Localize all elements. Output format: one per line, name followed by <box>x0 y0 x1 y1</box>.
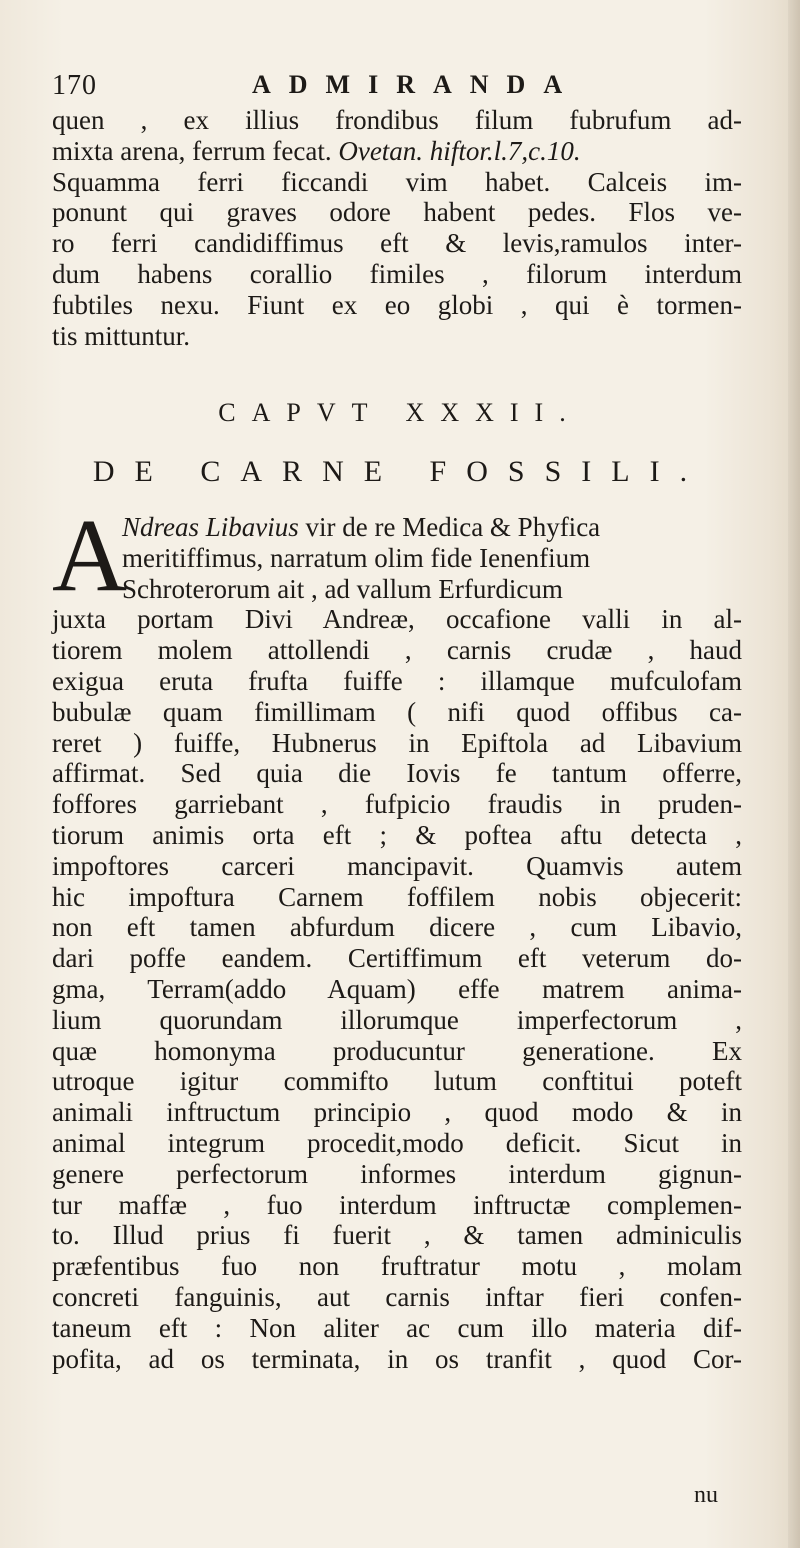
text-segment: mixta arena, ferrum fecat. <box>52 135 332 166</box>
chapter-number: CAPVT XXXII. <box>218 398 582 427</box>
text-line: juxta portam Divi Andreæ, occafione valli in al- <box>52 604 742 635</box>
text-line: utroque igitur commifto lutum conftitui poteft <box>52 1066 742 1097</box>
chapter-title: DE CARNE FOSSILI. <box>92 455 708 488</box>
text-line: fubtiles nexu. Fiunt ex eo globi , qui è tormen- <box>52 289 742 320</box>
text-line: taneum eft : Non aliter ac cum illo materia dif- <box>52 1312 742 1343</box>
text-line: quen , ex illius frondibus filum fubrufum ad- <box>52 105 742 135</box>
text-line: dum habens corallio fimiles , filorum interdum <box>52 258 742 289</box>
text-line: non eft tamen abfurdum dicere , cum Libavio, <box>52 912 742 943</box>
running-title: ADMIRANDA <box>252 70 581 99</box>
text-line: exigua eruta frufta fuiffe : illamque mufculofam <box>52 665 742 696</box>
main-paragraph <box>52 512 742 1374</box>
text-line: ro ferri candidiffimus eft & levis,ramulos inter- <box>52 228 742 259</box>
text-line: meritiffimus, narratum olim fide Ienenfium <box>122 542 591 573</box>
text-line: animal integrum procedit,modo deficit. Sicut in <box>52 1127 742 1158</box>
page-header <box>52 70 752 106</box>
text-line <box>52 512 742 543</box>
text-line: foffores garriebant , fufpicio fraudis in pruden- <box>52 789 742 820</box>
text-segment: vir de re Medica & Phyfica <box>298 512 601 542</box>
text-line: concreti fanguinis, aut carnis inftar fieri confen- <box>52 1281 742 1312</box>
text-line <box>52 136 742 167</box>
text-line: bubulæ quam fimillimam ( nifi quod offibus ca- <box>52 696 742 727</box>
text-line: tiorem molem attollendi , carnis crudæ , haud <box>52 635 742 666</box>
text-line: reret ) fuiffe, Hubnerus in Epiftola ad Libavium <box>52 727 742 758</box>
text-line: tis mittuntur. <box>52 320 191 351</box>
text-line: pofita, ad os terminata, in os tranfit , quod Cor- <box>52 1343 742 1374</box>
text-line: impoftores carceri mancipavit. Quamvis autem <box>52 850 742 881</box>
text-line: animali inftructum principio , quod modo & in <box>52 1097 742 1128</box>
text-line: to. Illud prius fi fuerit , & tamen adminiculis <box>52 1220 742 1251</box>
text-line: lium quorundam illorumque imperfectorum , <box>52 1004 742 1035</box>
text-line: quæ homonyma producuntur generatione. Ex <box>52 1035 742 1066</box>
text-line: dari poffe eandem. Certiffimum eft veterum do- <box>52 943 742 974</box>
text-line: hic impoftura Carnem foffilem nobis objecerit: <box>52 881 742 912</box>
author-name: Ndreas Libavius <box>122 512 299 542</box>
top-paragraph <box>52 105 742 351</box>
text-line: præfentibus fuo non fruftratur motu , molam <box>52 1251 742 1282</box>
text-line: Squamma ferri ficcandi vim habet. Calceis im- <box>52 166 742 197</box>
page-number: 170 <box>52 70 97 101</box>
text-line: tiorum animis orta eft ; & poftea aftu detecta , <box>52 819 742 850</box>
text-line: gma, Terram(addo Aquam) effe matrem anima- <box>52 973 742 1004</box>
catchword: nu <box>694 1482 718 1508</box>
text-line: tur maffæ , fuo interdum inftructæ complemen- <box>52 1189 742 1220</box>
citation: Ovetan. hiftor.l.7,c.10. <box>338 135 581 166</box>
drop-cap: A <box>52 498 128 613</box>
page-edge-shadow <box>788 0 800 1548</box>
text-line: affirmat. Sed quia die Iovis fe tantum offerre, <box>52 758 742 789</box>
text-line: Schroterorum ait , ad vallum Erfurdicum <box>122 573 563 604</box>
text-line: genere perfectorum informes interdum gignun- <box>52 1158 742 1189</box>
text-line: ponunt qui graves odore habent pedes. Flos ve- <box>52 197 742 228</box>
